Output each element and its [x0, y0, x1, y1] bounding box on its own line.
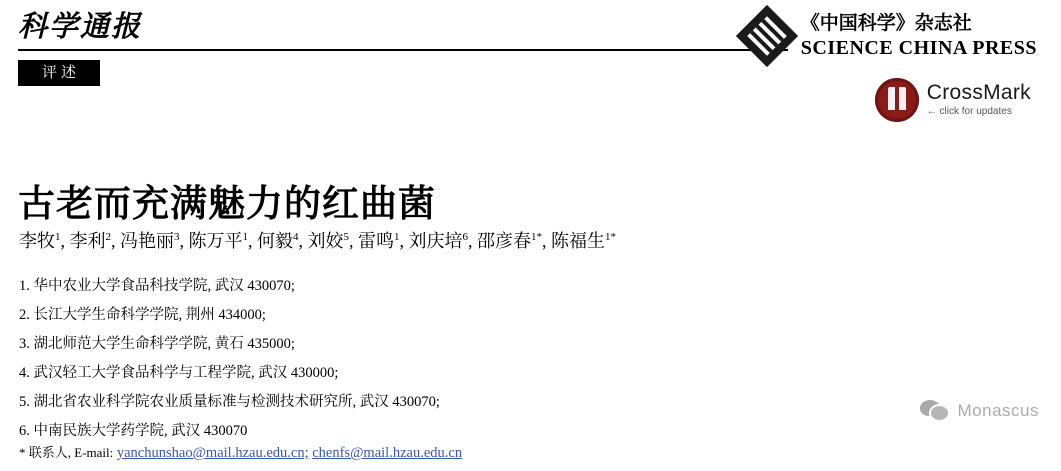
- crossmark-labels: [927, 82, 1031, 118]
- affiliation-list: [19, 272, 440, 446]
- author-name: 刘姣: [307, 231, 344, 251]
- section-badge: 评述: [18, 60, 100, 86]
- watermark-label: Monascus: [957, 401, 1039, 420]
- list-item: 5. 湖北省农业科学院农业质量标准与检测技术研究所, 武汉 430070;: [19, 394, 440, 410]
- author-name: 邵彦春: [477, 231, 531, 251]
- corresponding-email-link-2[interactable]: chenfs@mail.hzau.edu.cn: [312, 445, 463, 461]
- journal-title-cn: 科学通报: [18, 11, 143, 43]
- wechat-watermark: [920, 398, 1039, 424]
- list-item: 6. 中南民族大学药学院, 武汉 430070: [19, 423, 248, 439]
- correspondence-line: [19, 443, 462, 463]
- author-separator: ,: [399, 231, 409, 251]
- author-affiliation-marker: 2: [105, 231, 111, 243]
- list-item: 1. 华中农业大学食品科技学院, 武汉 430070;: [19, 278, 295, 294]
- author-separator: ,: [179, 231, 189, 251]
- author-separator: ,: [111, 231, 120, 251]
- author-name: 何毅: [257, 231, 293, 251]
- author-affiliation-marker: 1: [242, 231, 248, 243]
- author-affiliation-marker: 4: [293, 231, 299, 243]
- author-name: 陈福生: [551, 231, 605, 251]
- list-item: 2. 长江大学生命科学学院, 荆州 434000;: [19, 307, 266, 323]
- author-separator: ,: [468, 231, 477, 251]
- publisher-text: [801, 12, 1037, 60]
- author-name: 冯艳丽: [120, 231, 174, 251]
- crossmark-title: CrossMark: [926, 81, 1031, 105]
- author-separator: ,: [298, 231, 308, 251]
- wechat-bubble-front-icon: [931, 406, 948, 420]
- science-china-press-logo-icon: [736, 5, 798, 67]
- correspondence-label: * 联系人, E-mail:: [19, 445, 114, 460]
- list-item: 4. 武汉轻工大学食品科学与工程学院, 武汉 430000;: [19, 365, 339, 381]
- publisher-name-en: SCIENCE CHINA PRESS: [800, 37, 1037, 59]
- author-name: 雷鸣: [358, 231, 394, 251]
- author-affiliation-marker: 3: [174, 231, 180, 243]
- author-separator: ,: [248, 231, 257, 251]
- author-affiliation-marker: 6: [462, 231, 468, 243]
- author-affiliation-marker: 1: [55, 231, 61, 243]
- author-separator: ,: [542, 231, 551, 251]
- wechat-icon: [920, 398, 950, 424]
- author-name: 李牧: [19, 231, 55, 251]
- author-name: 李利: [69, 231, 106, 251]
- author-name: 刘庆培: [408, 231, 463, 251]
- masthead: [18, 10, 788, 86]
- author-affiliation-marker: 1*: [531, 231, 542, 243]
- crossmark-widget[interactable]: [875, 78, 1031, 122]
- author-list: [19, 228, 616, 254]
- author-affiliation-marker: 1*: [605, 231, 616, 243]
- author-name: 陈万平: [188, 231, 243, 251]
- author-affiliation-marker: 5: [343, 231, 349, 243]
- list-item: 3. 湖北师范大学生命科学学院, 黄石 435000;: [19, 336, 295, 352]
- page-title: 古老而充满魅力的红曲菌: [18, 183, 436, 225]
- publisher-name-cn: 《中国科学》杂志社: [800, 13, 972, 34]
- crossmark-subtitle[interactable]: ← click for updates: [926, 106, 1012, 118]
- publisher-block: [745, 12, 1037, 60]
- author-separator: ,: [349, 231, 358, 251]
- masthead-divider: [18, 49, 788, 51]
- author-affiliation-marker: 1: [394, 231, 400, 243]
- author-separator: ,: [60, 231, 70, 251]
- corresponding-email-link-1[interactable]: yanchunshao@mail.hzau.edu.cn;: [116, 445, 309, 461]
- crossmark-badge-icon: [875, 78, 919, 122]
